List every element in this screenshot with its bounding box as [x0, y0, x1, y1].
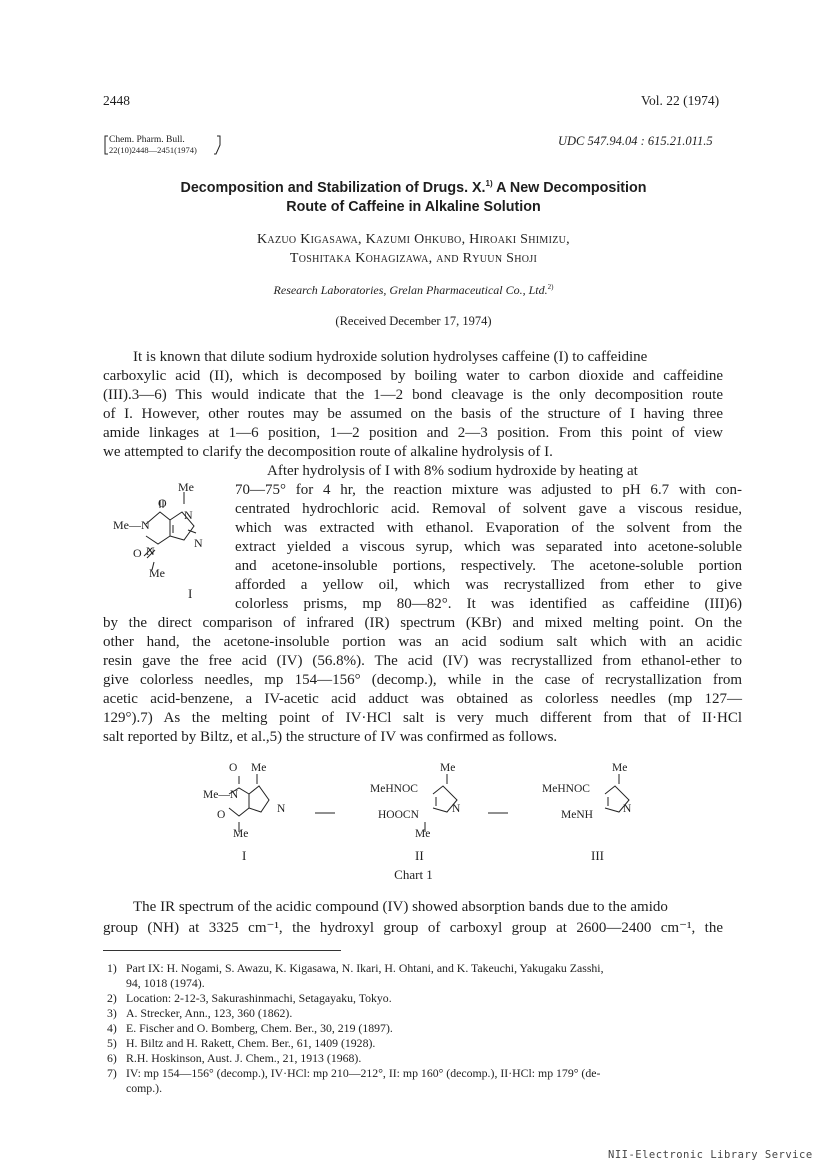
- body-line: (III).3—6) This would indicate that the 1—2 bond cleavage is the only decomposition route: [103, 387, 723, 403]
- structure-label-I: I: [188, 586, 193, 601]
- footnote: 1) Part IX: H. Nogami, S. Awazu, K. Kigasawa, N. Ikari, H. Ohtani, and K. Takeuchi, Yakugaku Zasshi,: [107, 961, 604, 975]
- atom-n-right: N: [194, 536, 203, 550]
- title-footnote-ref: 1): [485, 179, 493, 188]
- atom-n-bottom: N: [146, 544, 155, 558]
- body-line: we attempted to clarify the decomposition route of alkaline hydrolysis of I.: [103, 444, 553, 460]
- authors-line-2: Toshitaka Kohagizawa, and Ryuun Shoji: [289, 251, 538, 266]
- chart-caption: Chart 1: [394, 867, 433, 882]
- title-part-1: Decomposition and Stabilization of Drugs. X.: [180, 179, 486, 196]
- body-line: and acetone-insoluble portions, respectively. The acetone-soluble portion: [235, 558, 742, 574]
- c2-group-bottom: HOOCN: [378, 809, 419, 821]
- footnotes: [107, 961, 747, 1096]
- atom-me-bottom: Me: [149, 566, 165, 580]
- body-line: After hydrolysis of I with 8% sodium hydroxide by heating at: [267, 463, 638, 479]
- title-part-2: A New Decomposition: [492, 179, 647, 196]
- footnote: comp.).: [126, 1081, 163, 1095]
- atom-n-top: N: [184, 508, 193, 522]
- paper-title-line-1: [0, 179, 827, 196]
- chart-label-III: III: [591, 848, 604, 863]
- chart-label-II: II: [415, 848, 424, 863]
- footnote: 94, 1018 (1974).: [126, 976, 205, 990]
- body-line: which was extracted with ethanol. Evaporation of the solvent from the: [235, 520, 742, 536]
- body-line: 70—75° for 4 hr, the reaction mixture was adjusted to pH 6.7 with con-: [235, 482, 742, 498]
- c3-atom-me-top: Me: [612, 762, 628, 774]
- caffeine-structure-svg: [108, 478, 228, 603]
- body-line: 129°).7) As the melting point of IV·HCl salt is very much different from that of II·HCl: [103, 710, 742, 726]
- body-line: of I. However, other routes may be assumed on the basis of the structure of I having three: [103, 406, 723, 422]
- chart-1-scheme: [195, 760, 655, 880]
- citation-line-1: Chem. Pharm. Bull.: [109, 135, 185, 145]
- body-line: other hand, the acetone-insoluble portion was an acid sodium salt which with an acidic: [103, 634, 742, 650]
- footnote: 6) R.H. Hoskinson, Aust. J. Chem., 21, 1913 (1968).: [107, 1051, 362, 1065]
- body-line: The IR spectrum of the acidic compound (IV) showed absorption bands due to the amido: [133, 899, 668, 915]
- c1-atom-me-bottom: Me: [233, 828, 249, 840]
- c3-atom-n: N: [623, 803, 632, 815]
- body-line: carboxylic acid (II), which is decomposed by boiling water to carbon dioxide and caffeidine: [103, 368, 723, 384]
- body-line: afforded a yellow oil, which was recrystallized from ether to give: [235, 577, 742, 593]
- caffeine-structure-inline: [108, 478, 228, 603]
- affiliation-footnote-ref: 2): [547, 283, 554, 291]
- atom-o-top: O: [158, 496, 167, 510]
- chart-label-I: I: [242, 848, 247, 863]
- atom-me-top: Me: [178, 480, 194, 494]
- c1-atom-o-left: O: [217, 809, 226, 821]
- page-number: 2448: [103, 93, 130, 108]
- volume-label: Vol. 22 (1974): [641, 93, 720, 108]
- c2-atom-me-bottom: Me: [415, 828, 431, 840]
- citation-line-2: 22(10)2448—2451(1974): [109, 145, 197, 155]
- body-line: acetic acid-benzene, a IV-acetic acid adduct was obtained as colorless needles (mp 127—: [103, 691, 742, 707]
- received-date: (Received December 17, 1974): [335, 314, 492, 328]
- authors-line-1: Kazuo Kigasawa, Kazumi Ohkubo, Hiroaki Shimizu,: [257, 232, 570, 247]
- footer-service: NII-Electronic Library Service: [608, 1149, 813, 1161]
- body-line: colorless prisms, mp 80—82°. It was identified as caffeidine (III)6): [235, 596, 742, 612]
- body-line: group (NH) at 3325 cm⁻¹, the hydroxyl group of carboxyl group at 2600—2400 cm⁻¹, the: [103, 920, 723, 936]
- paper-title-line-2: Route of Caffeine in Alkaline Solution: [286, 199, 541, 215]
- c1-atom-me-n: Me—N: [203, 789, 239, 801]
- c1-atom-me-top: Me: [251, 762, 267, 774]
- affiliation: [0, 283, 827, 298]
- footnote-rule: [103, 950, 341, 951]
- udc-code: UDC 547.94.04 : 615.21.011.5: [558, 134, 713, 148]
- c2-atom-n: N: [452, 803, 461, 815]
- body-line: resin gave the free acid (IV) (56.8%). The acid (IV) was recrystallized from ethanol-ether to: [103, 653, 742, 669]
- body-line: by the direct comparison of infrared (IR) spectrum (KBr) and mixed melting point. On the: [103, 615, 742, 631]
- footnote: 3) A. Strecker, Ann., 123, 360 (1862).: [107, 1006, 293, 1020]
- body-line: centrated hydrochloric acid. Removal of solvent gave a viscous residue,: [235, 501, 742, 517]
- c2-atom-me-top: Me: [440, 762, 456, 774]
- c3-group-top: MeHNOC: [542, 783, 590, 795]
- c3-group-bottom: MeNH: [561, 809, 593, 821]
- atom-me-n: Me—N: [113, 518, 150, 532]
- body-line: give colorless needles, mp 154—156° (decomp.), while in the case of recrystallization from: [103, 672, 742, 688]
- footnote: 2) Location: 2-12-3, Sakurashinmachi, Setagayaku, Tokyo.: [107, 991, 392, 1005]
- atom-o-bottom: O: [133, 546, 142, 560]
- footnote: 7) IV: mp 154—156° (decomp.), IV·HCl: mp 210—212°, II: mp 160° (decomp.), II·HCl: mp 179° (de-: [107, 1066, 601, 1080]
- c1-atom-o: O: [229, 762, 238, 774]
- footnote: 4) E. Fischer and O. Bomberg, Chem. Ber., 30, 219 (1897).: [107, 1021, 393, 1035]
- body-line: amide linkages at 1—6 position, 1—2 position and 2—3 position. From this point of view: [103, 425, 723, 441]
- c1-atom-n: N: [277, 803, 286, 815]
- body-line: salt reported by Biltz, et al.,5) the structure of IV was confirmed as follows.: [103, 729, 558, 745]
- body-line: extract yielded a viscous syrup, which was separated into acetone-soluble: [235, 539, 742, 555]
- body-line: It is known that dilute sodium hydroxide solution hydrolyses caffeine (I) to caffeidine: [133, 349, 648, 365]
- affiliation-text: Research Laboratories, Grelan Pharmaceutical Co., Ltd.: [273, 283, 548, 297]
- footnote: 5) H. Biltz and H. Rakett, Chem. Ber., 61, 1409 (1928).: [107, 1036, 376, 1050]
- c2-group-top: MeHNOC: [370, 783, 418, 795]
